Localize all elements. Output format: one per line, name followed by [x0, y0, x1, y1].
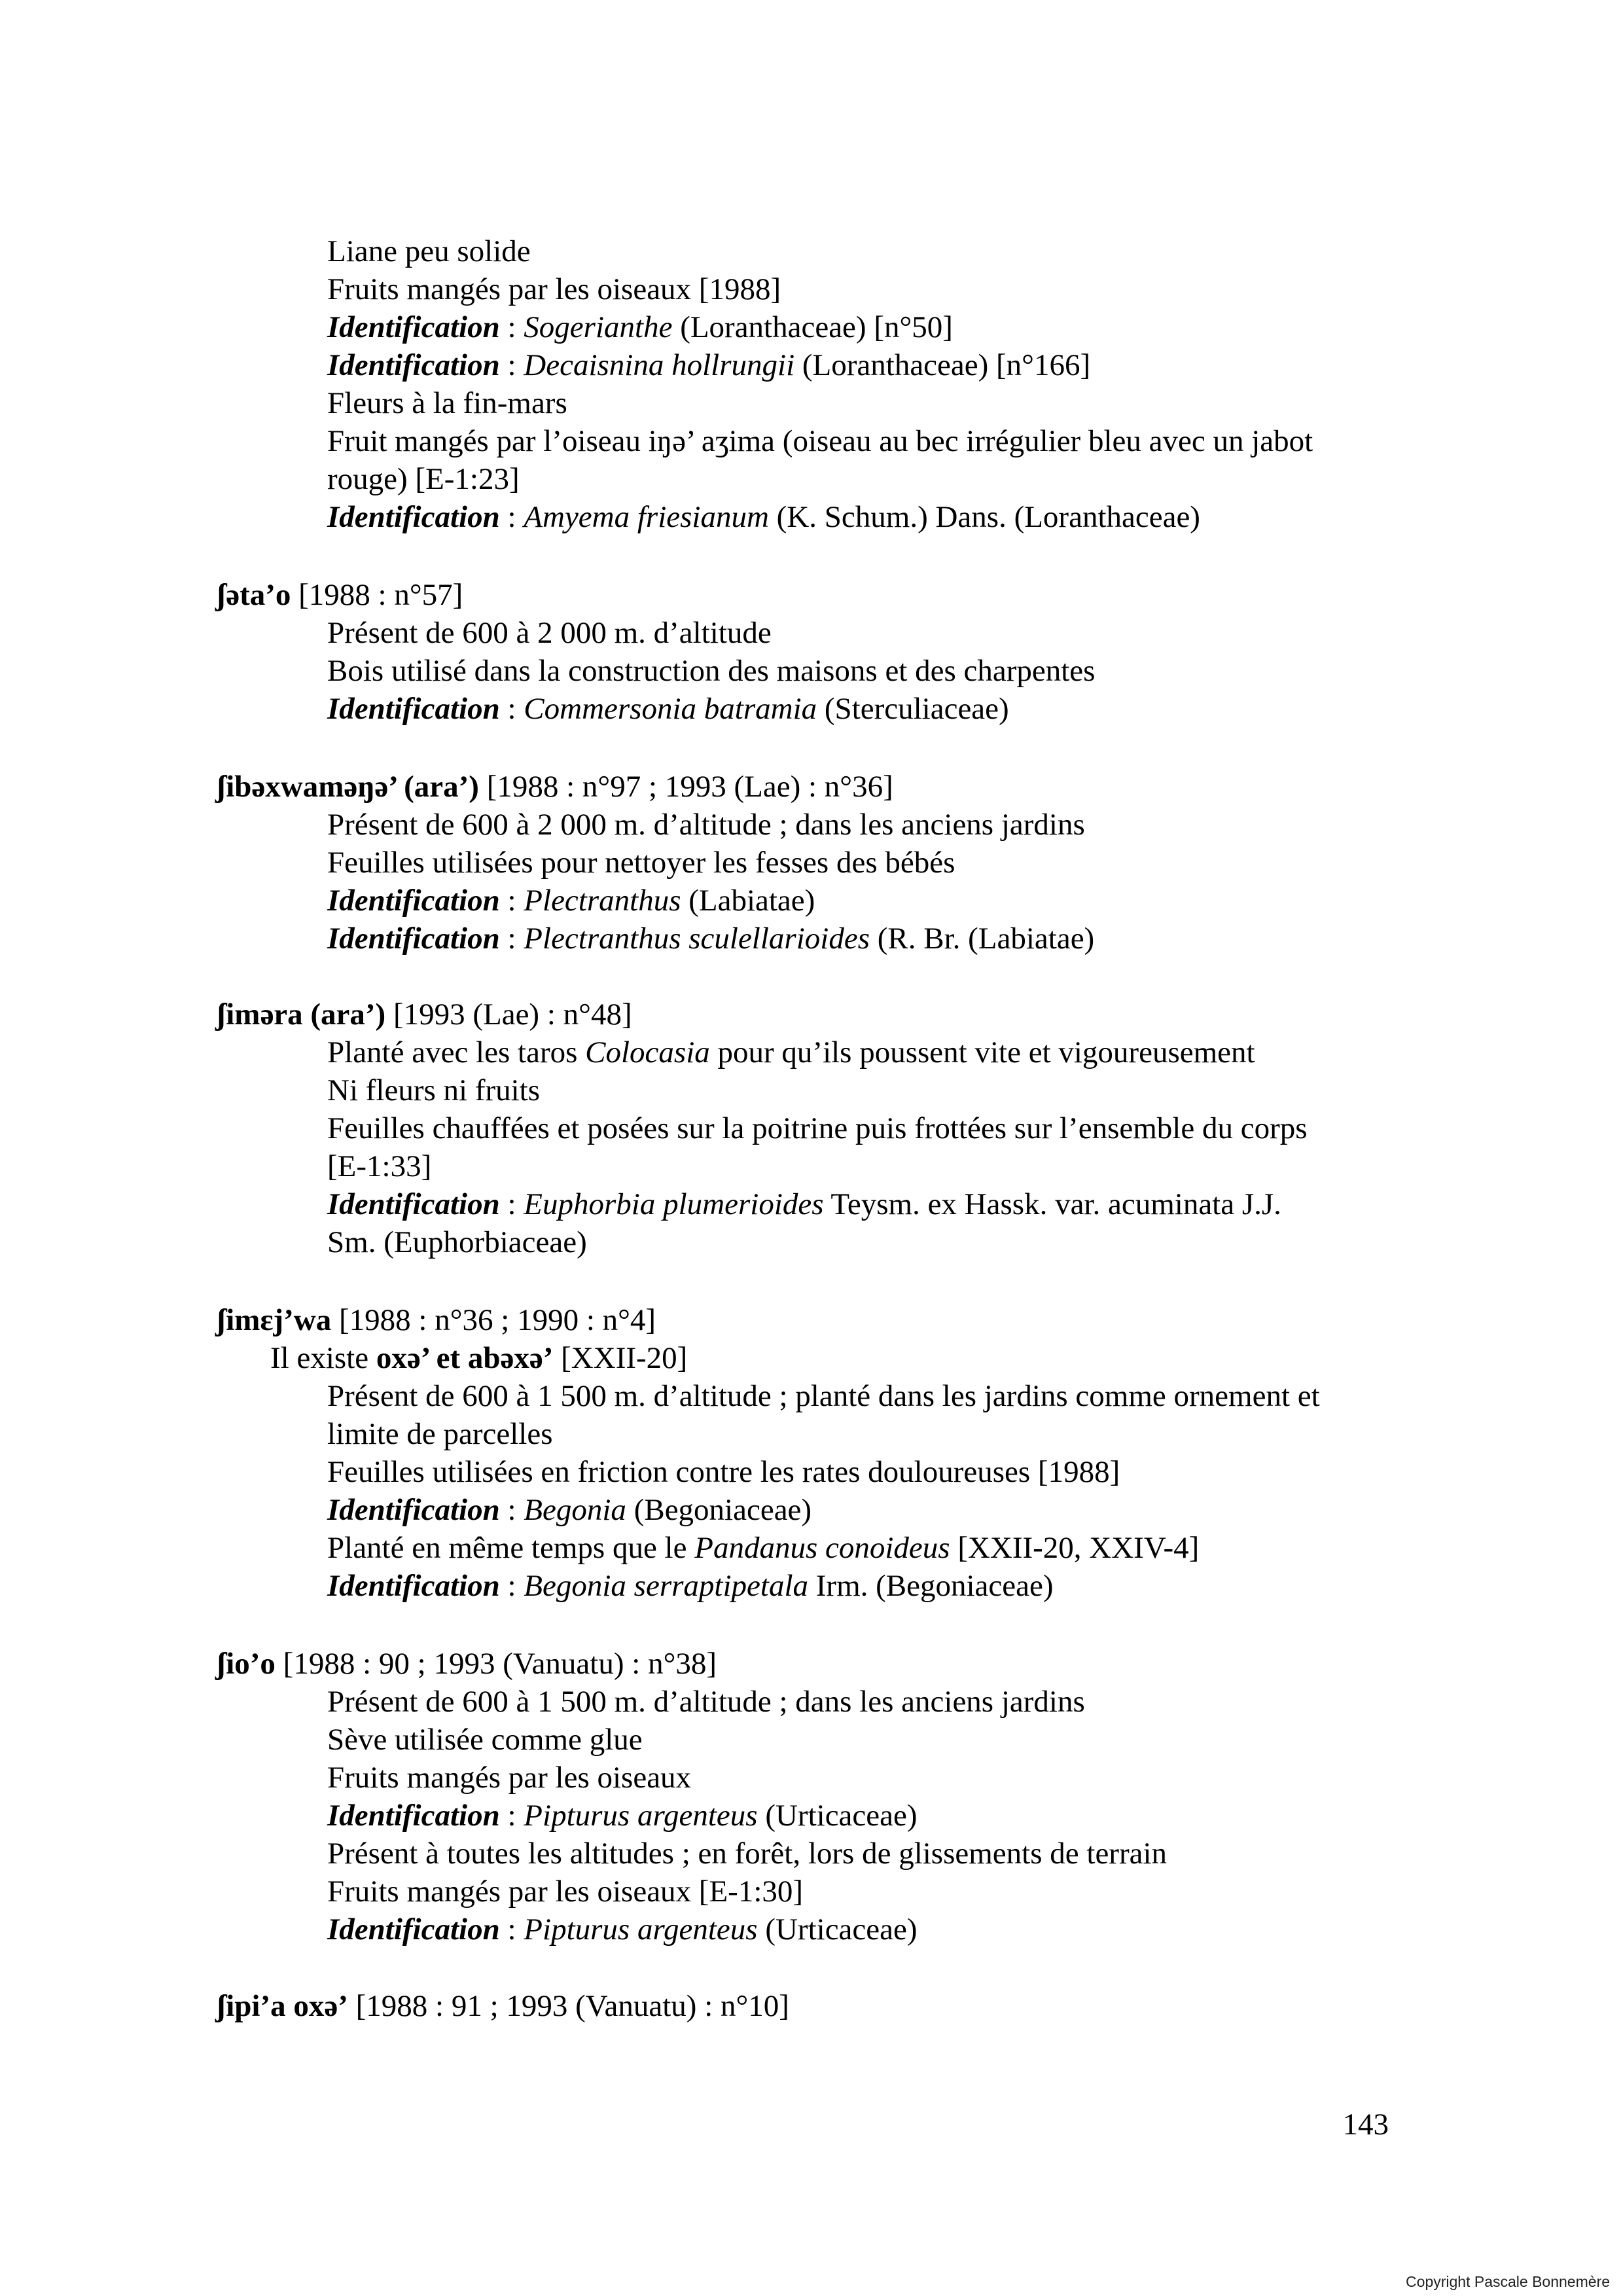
- entry-line: [0, 1835, 1623, 1873]
- entry-block: [0, 1645, 1623, 1948]
- identification-label: Identification: [327, 310, 500, 344]
- entry-block: [0, 1301, 1623, 1605]
- text: :: [499, 692, 524, 726]
- identification-label: Identification: [327, 1493, 500, 1527]
- entry-headword-line: [0, 768, 1623, 806]
- text: Sève utilisée comme glue: [327, 1723, 643, 1757]
- identification-label: Identification: [327, 922, 500, 956]
- species-name: Begonia serraptipetala: [524, 1569, 809, 1603]
- entry-line: [0, 1185, 1623, 1223]
- page-number: 143: [1342, 2108, 1389, 2142]
- entry-line: [0, 1683, 1623, 1721]
- text: Feuilles chauffées et posées sur la poitrine puis frottées sur l’ensemble du corps: [327, 1111, 1308, 1145]
- text: Présent de 600 à 2 000 m. d’altitude ; dans les anciens jardins: [327, 808, 1085, 842]
- text: :: [499, 922, 524, 956]
- text: :: [499, 500, 524, 534]
- text: Présent à toutes les altitudes ; en forêt, lors de glissements de terrain: [327, 1837, 1168, 1871]
- copyright-notice: Copyright Pascale Bonnemère: [1406, 2273, 1610, 2290]
- text: Fruits mangés par les oiseaux [1988]: [327, 272, 781, 306]
- entry-line: [0, 690, 1623, 728]
- entry-line: [0, 1567, 1623, 1605]
- headword: ʃibəxwaməŋə’ (ara’): [217, 770, 479, 804]
- entry-block: [0, 576, 1623, 728]
- entry-line: [0, 422, 1623, 460]
- identification-label: Identification: [327, 1187, 500, 1221]
- text: [1988 : 90 ; 1993 (Vanuatu) : n°38]: [275, 1647, 717, 1681]
- text: Irm. (Begoniaceae): [808, 1569, 1054, 1603]
- text: (K. Schum.) Dans. (Loranthaceae): [768, 500, 1200, 534]
- text: :: [499, 1493, 524, 1527]
- entry-line: [0, 1529, 1623, 1567]
- text: (R. Br. (Labiatae): [869, 922, 1095, 956]
- entry-block: [0, 1987, 1623, 2025]
- entry-headword-line: [0, 1645, 1623, 1683]
- identification-label: Identification: [327, 884, 500, 918]
- text: :: [499, 1569, 524, 1603]
- text: Planté en même temps que le: [327, 1531, 695, 1565]
- entry-block: [0, 768, 1623, 958]
- text: Liane peu solide: [327, 234, 531, 268]
- entry-line: [0, 460, 1623, 498]
- text: [1988 : n°97 ; 1993 (Lae) : n°36]: [478, 770, 893, 804]
- entry-line: [0, 844, 1623, 882]
- text: Fruits mangés par les oiseaux: [327, 1761, 692, 1795]
- entry-line: [0, 384, 1623, 422]
- entry-block: [0, 232, 1623, 536]
- text: [1988 : n°36 ; 1990 : n°4]: [331, 1303, 656, 1337]
- entry-line: [0, 1033, 1623, 1071]
- text: (Urticaceae): [757, 1912, 918, 1946]
- text: Fruit mangés par l’oiseau iŋə’ aʒima (oiseau au bec irrégulier bleu avec un jabot: [327, 424, 1313, 458]
- entry-line: [0, 232, 1623, 270]
- species-name: Commersonia batramia: [524, 692, 817, 726]
- text: :: [499, 310, 524, 344]
- species-name: Begonia: [524, 1493, 626, 1527]
- text: (Begoniaceae): [626, 1493, 812, 1527]
- entry-line: [0, 1377, 1623, 1415]
- identification-label: Identification: [327, 692, 500, 726]
- entry-line: [0, 1071, 1623, 1109]
- headword: ʃimɛj’wa: [217, 1303, 332, 1337]
- identification-label: Identification: [327, 348, 500, 382]
- headword: ʃio’o: [217, 1647, 276, 1681]
- entry-line: [0, 1147, 1623, 1185]
- entry-line: [0, 882, 1623, 920]
- entry-line: [0, 1415, 1623, 1453]
- entry-line: [0, 652, 1623, 690]
- species-name: Amyema friesianum: [524, 500, 769, 534]
- entry-line: [0, 1721, 1623, 1759]
- entry-line: [0, 1910, 1623, 1948]
- identification-label: Identification: [327, 500, 500, 534]
- identification-label: Identification: [327, 1799, 500, 1833]
- text: [1988 : n°57]: [291, 578, 463, 612]
- text: :: [499, 1912, 524, 1946]
- text: limite de parcelles: [327, 1417, 553, 1451]
- text: Sm. (Euphorbiaceae): [327, 1225, 587, 1259]
- species-name: Plectranthus: [524, 884, 681, 918]
- text: Feuilles utilisées pour nettoyer les fesses des bébés: [327, 846, 955, 880]
- text: [1993 (Lae) : n°48]: [385, 997, 632, 1031]
- entry-headword-line: [0, 1987, 1623, 2025]
- entry-line: [0, 1109, 1623, 1147]
- entry-line: [0, 270, 1623, 308]
- text: :: [499, 1799, 524, 1833]
- entry-line: [0, 1797, 1623, 1835]
- headword: ʃipi’a oxə’: [217, 1989, 348, 2023]
- entry-line: [0, 614, 1623, 652]
- text: :: [499, 1187, 524, 1221]
- text: (Loranthaceae) [n°50]: [672, 310, 953, 344]
- text: :: [499, 348, 524, 382]
- entry-line: [0, 920, 1623, 958]
- text: Bois utilisé dans la construction des maisons et des charpentes: [327, 654, 1096, 688]
- species-name: Pandanus conoideus: [694, 1531, 950, 1565]
- text: (Urticaceae): [757, 1799, 918, 1833]
- entry-headword-line: [0, 1301, 1623, 1339]
- entry-line: [0, 1453, 1623, 1491]
- entry-headword-line: [0, 576, 1623, 614]
- text: [XXII-20, XXIV-4]: [950, 1531, 1200, 1565]
- entry-line: [0, 1759, 1623, 1797]
- text: [1988 : 91 ; 1993 (Vanuatu) : n°10]: [348, 1989, 789, 2023]
- text: [XXII-20]: [553, 1341, 688, 1375]
- headword: ʃimǝra (ara’): [217, 997, 386, 1031]
- entry-line: [0, 1873, 1623, 1910]
- entry-line: [0, 806, 1623, 844]
- species-name: Pipturus argenteus: [524, 1799, 758, 1833]
- entry-line: [0, 1339, 1623, 1377]
- text: Fleurs à la fin-mars: [327, 386, 567, 420]
- text: Présent de 600 à 1 500 m. d’altitude ; planté dans les jardins comme ornement et: [327, 1379, 1320, 1413]
- species-name: Colocasia: [585, 1035, 710, 1069]
- text: Feuilles utilisées en friction contre les rates douloureuses [1988]: [327, 1455, 1120, 1489]
- text: (Loranthaceae) [n°166]: [794, 348, 1091, 382]
- species-name: Euphorbia plumerioides: [524, 1187, 824, 1221]
- entry-block: [0, 996, 1623, 1261]
- text: (Sterculiaceae): [817, 692, 1009, 726]
- text: Il existe: [270, 1341, 376, 1375]
- text: Présent de 600 à 1 500 m. d’altitude ; dans les anciens jardins: [327, 1685, 1085, 1719]
- text: pour qu’ils poussent vite et vigoureusement: [709, 1035, 1255, 1069]
- text: :: [499, 884, 524, 918]
- text: Fruits mangés par les oiseaux [E-1:30]: [327, 1874, 804, 1909]
- identification-label: Identification: [327, 1569, 500, 1603]
- species-name: Decaisnina hollrungii: [524, 348, 795, 382]
- entry-line: [0, 1491, 1623, 1529]
- entry-line: [0, 498, 1623, 536]
- entry-line: [0, 1223, 1623, 1261]
- text: Présent de 600 à 2 000 m. d’altitude: [327, 616, 772, 650]
- species-name: Plectranthus sculellarioides: [524, 922, 870, 956]
- text: [E-1:33]: [327, 1149, 432, 1183]
- species-name: Sogerianthe: [524, 310, 673, 344]
- text: Teysm. ex Hassk. var. acuminata J.J.: [823, 1187, 1281, 1221]
- text: Planté avec les taros: [327, 1035, 586, 1069]
- headword: ʃəta’o: [217, 578, 291, 612]
- entry-headword-line: [0, 996, 1623, 1033]
- entry-line: [0, 346, 1623, 384]
- text: (Labiatae): [681, 884, 815, 918]
- species-name: Pipturus argenteus: [524, 1912, 758, 1946]
- text: Ni fleurs ni fruits: [327, 1073, 541, 1107]
- headword: oxə’ et abəxə’: [376, 1341, 554, 1375]
- entry-line: [0, 308, 1623, 346]
- identification-label: Identification: [327, 1912, 500, 1946]
- text: rouge) [E-1:23]: [327, 462, 520, 496]
